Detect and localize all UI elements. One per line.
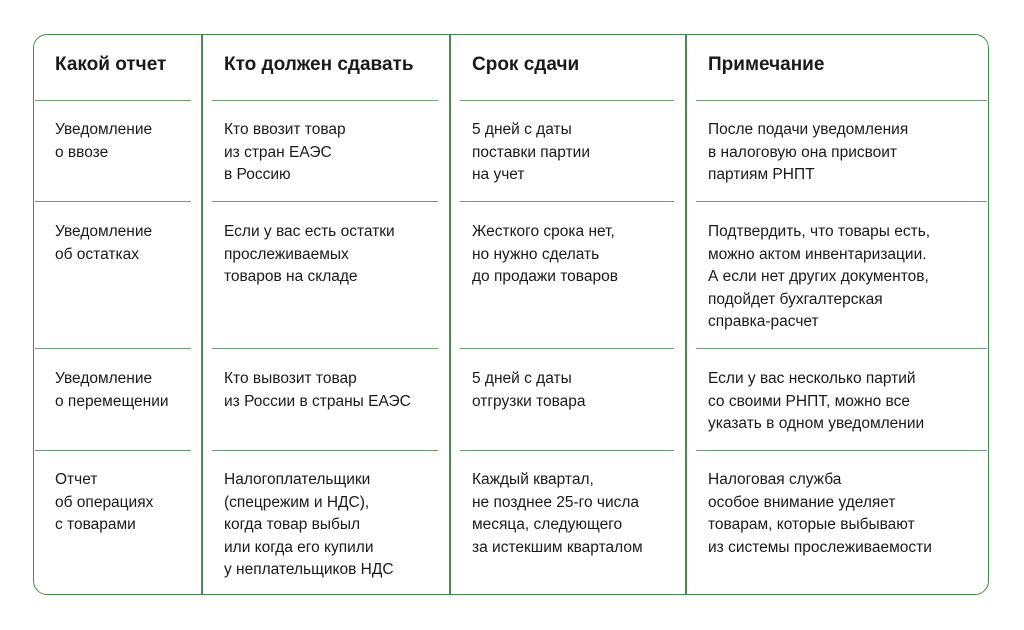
header-report-type: Какой отчет	[55, 54, 167, 75]
table-cell-report: Отчет об операциях с товарами	[55, 471, 154, 533]
table-cell-note: После подачи уведомления в налоговую она присвоит партиям РНПТ	[708, 121, 909, 183]
row-divider	[35, 450, 191, 451]
row-divider	[696, 450, 987, 451]
header-who-submits: Кто должен сдавать	[224, 54, 414, 75]
table-cell-note: Налоговая служба особое внимание уделяет товарам, которые выбывают из системы прослеживаемости	[708, 471, 932, 556]
column-divider	[201, 34, 203, 595]
row-divider	[35, 100, 191, 101]
header-deadline: Срок сдачи	[472, 54, 580, 75]
table-cell-deadline: 5 дней с даты поставки партии на учет	[472, 121, 590, 183]
table-cell-report: Уведомление о ввозе	[55, 121, 153, 161]
row-divider	[696, 100, 987, 101]
row-divider	[212, 450, 438, 451]
table-cell-deadline: 5 дней с даты отгрузки товара	[472, 370, 586, 410]
row-divider	[212, 100, 438, 101]
table-cell-note: Если у вас несколько партий со своими РНПТ, можно все указать в одном уведомлении	[708, 370, 925, 432]
table-cell-deadline: Каждый квартал, не позднее 25-го числа месяца, следующего за истекшим кварталом	[472, 471, 643, 556]
header-note: Примечание	[708, 54, 825, 75]
row-divider	[35, 348, 191, 349]
table-cell-report: Уведомление об остатках	[55, 223, 153, 263]
row-divider	[460, 100, 674, 101]
column-divider	[685, 34, 687, 595]
row-divider	[212, 201, 438, 202]
row-divider	[35, 201, 191, 202]
table-cell-who: Кто вывозит товар из России в страны ЕАЭС	[224, 370, 411, 410]
row-divider	[696, 201, 987, 202]
table-cell-report: Уведомление о перемещении	[55, 370, 169, 410]
row-divider	[460, 450, 674, 451]
table-cell-note: Подтвердить, что товары есть, можно актом инвентаризации. А если нет других документов, подойдет бухгалтерская справка-расчет	[708, 223, 931, 330]
row-divider	[460, 348, 674, 349]
column-divider	[449, 34, 451, 595]
row-divider	[460, 201, 674, 202]
table-cell-who: Налогоплательщики (спецрежим и НДС), когда товар выбыл или когда его купили у неплательщиков НДС	[224, 471, 394, 578]
row-divider	[696, 348, 987, 349]
row-divider	[212, 348, 438, 349]
table-cell-deadline: Жесткого срока нет, но нужно сделать до продажи товаров	[472, 223, 618, 285]
table-cell-who: Кто ввозит товар из стран ЕАЭС в Россию	[224, 121, 346, 183]
table-cell-who: Если у вас есть остатки прослеживаемых товаров на складе	[224, 223, 395, 285]
